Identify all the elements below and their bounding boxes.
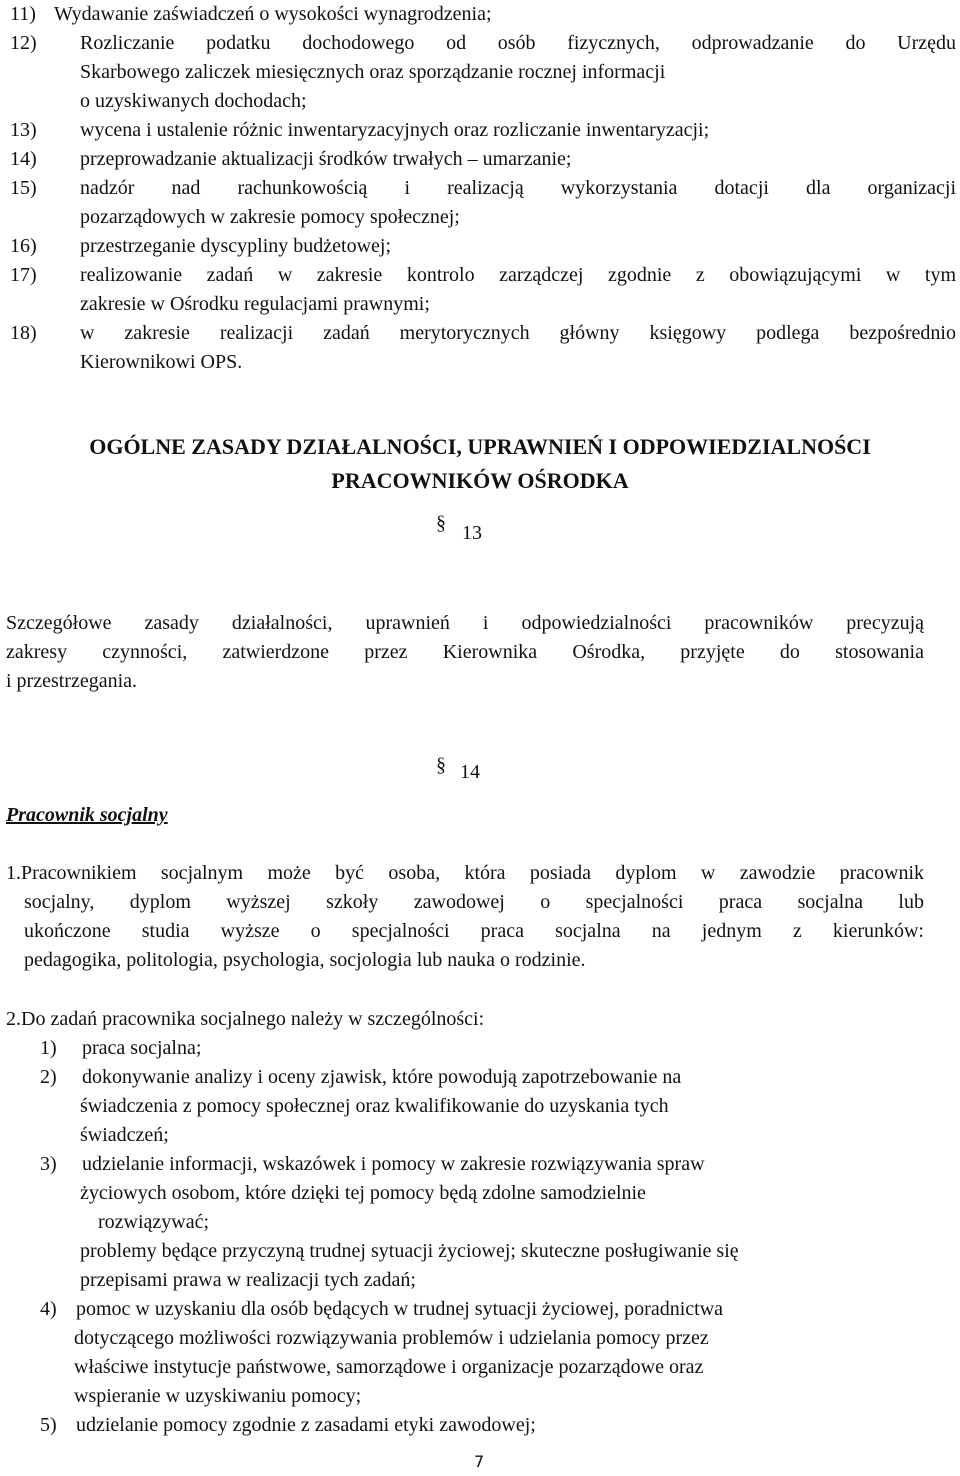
list-item-text: świadczeń; xyxy=(80,1124,169,1146)
paragraph-line: ukończone studia wyższe o specjalności praca socjalna na jednym z kierunków: xyxy=(24,920,924,942)
list-item-text: udzielanie pomocy zgodnie z zasadami etyki zawodowej; xyxy=(76,1414,536,1436)
paragraph-line: pedagogika, politologia, psychologia, socjologia lub nauka o rodzinie. xyxy=(24,949,586,971)
paragraph-line: i przestrzegania. xyxy=(6,670,138,692)
list-item-text: życiowych osobom, które dzięki tej pomocy będą zdolne samodzielnie xyxy=(80,1182,646,1204)
list-item-number: 3) xyxy=(40,1153,57,1175)
list-item-text: dokonywanie analizy i oceny zjawisk, które powodują zapotrzebowanie na xyxy=(82,1066,682,1088)
paragraph-line: Szczegółowe zasady działalności, uprawnień i odpowiedzialności pracowników precyzują xyxy=(6,612,924,634)
section-sign-icon: § xyxy=(436,512,446,534)
list-item-text: świadczenia z pomocy społecznej oraz kwalifikowanie do uzyskania tych xyxy=(80,1095,669,1117)
list-item-text: o uzyskiwanych dochodach; xyxy=(80,90,307,112)
paragraph-number-value: 14 xyxy=(460,761,480,783)
paragraph-line: 2.Do zadań pracownika socjalnego należy w szczególności: xyxy=(6,1008,485,1030)
list-item-number: 16) xyxy=(10,235,37,257)
list-item-number: 15) xyxy=(10,177,37,199)
paragraph-line: 1.Pracownikiem socjalnym może być osoba, która posiada dyplom w zawodzie pracownik xyxy=(6,862,924,884)
list-item-text: Rozliczanie podatku dochodowego od osób fizycznych, odprowadzanie do Urzędu xyxy=(80,32,956,54)
list-item-text: przeprowadzanie aktualizacji środków trwałych – umarzanie; xyxy=(80,148,572,170)
list-item-number: 17) xyxy=(10,264,37,286)
paragraph-line: zakresy czynności, zatwierdzone przez Kierownika Ośrodka, przyjęte do stosowania xyxy=(6,641,924,663)
list-item-text: pomoc w uzyskaniu dla osób będących w trudnej sytuacji życiowej, poradnictwa xyxy=(76,1298,724,1320)
list-item-text: praca socjalna; xyxy=(82,1037,202,1059)
section-sign-icon: § xyxy=(436,754,446,776)
list-item-text: zakresie w Ośrodku regulacjami prawnymi; xyxy=(80,293,430,315)
list-item-text: Kierownikowi OPS. xyxy=(80,351,243,373)
list-item-text: udzielanie informacji, wskazówek i pomocy w zakresie rozwiązywania spraw xyxy=(82,1153,705,1175)
list-item-text: problemy będące przyczyną trudnej sytuacji życiowej; skuteczne posługiwanie się xyxy=(80,1240,739,1262)
list-item-number: 4) xyxy=(40,1298,57,1320)
list-item-number: 12) xyxy=(10,32,37,54)
list-item-text: wycena i ustalenie różnic inwentaryzacyjnych oraz rozliczanie inwentaryzacji; xyxy=(80,119,710,141)
list-item-number: 18) xyxy=(10,322,37,344)
list-item-number: 2) xyxy=(40,1066,57,1088)
list-item-text: Skarbowego zaliczek miesięcznych oraz sporządzanie rocznej informacji xyxy=(80,61,666,83)
list-item-text: przestrzeganie dyscypliny budżetowej; xyxy=(80,235,391,257)
list-item-number: 1) xyxy=(40,1037,57,1059)
list-item-text: wspieranie w uzyskiwaniu pomocy; xyxy=(74,1385,362,1407)
list-item-number: 5) xyxy=(40,1414,57,1436)
list-item-text: pozarządowych w zakresie pomocy społecznej; xyxy=(80,206,460,228)
subheading: Pracownik socjalny xyxy=(6,804,168,826)
list-item-number: 11) xyxy=(10,3,36,25)
paragraph-line: socjalny, dyplom wyższej szkoły zawodowej o specjalności praca socjalna lub xyxy=(24,891,924,913)
paragraph-number-value: 13 xyxy=(462,522,482,544)
list-item-text: przepisami prawa w realizacji tych zadań; xyxy=(80,1269,416,1291)
list-item-text: realizowanie zadań w zakresie kontrolo zarządczej zgodnie z obowiązującymi w tym xyxy=(80,264,956,286)
page-number: 7 xyxy=(474,1452,485,1471)
list-item-text: Wydawanie zaświadczeń o wysokości wynagrodzenia; xyxy=(54,3,492,25)
list-item-text: nadzór nad rachunkowością i realizacją wykorzystania dotacji dla organizacji xyxy=(80,177,956,199)
section-heading: PRACOWNIKÓW OŚRODKA xyxy=(331,468,629,493)
list-item-number: 13) xyxy=(10,119,37,141)
section-heading: OGÓLNE ZASADY DZIAŁALNOŚCI, UPRAWNIEŃ I ODPOWIEDZIALNOŚCI xyxy=(89,434,871,459)
list-item-text: właściwe instytucje państwowe, samorządowe i organizacje pozarządowe oraz xyxy=(74,1356,704,1378)
list-item-text: rozwiązywać; xyxy=(98,1211,210,1233)
list-item-text: w zakresie realizacji zadań merytorycznych główny księgowy podlega bezpośrednio xyxy=(80,322,956,344)
list-item-text: dotyczącego możliwości rozwiązywania problemów i udzielania pomocy przez xyxy=(74,1327,709,1349)
list-item-number: 14) xyxy=(10,148,37,170)
